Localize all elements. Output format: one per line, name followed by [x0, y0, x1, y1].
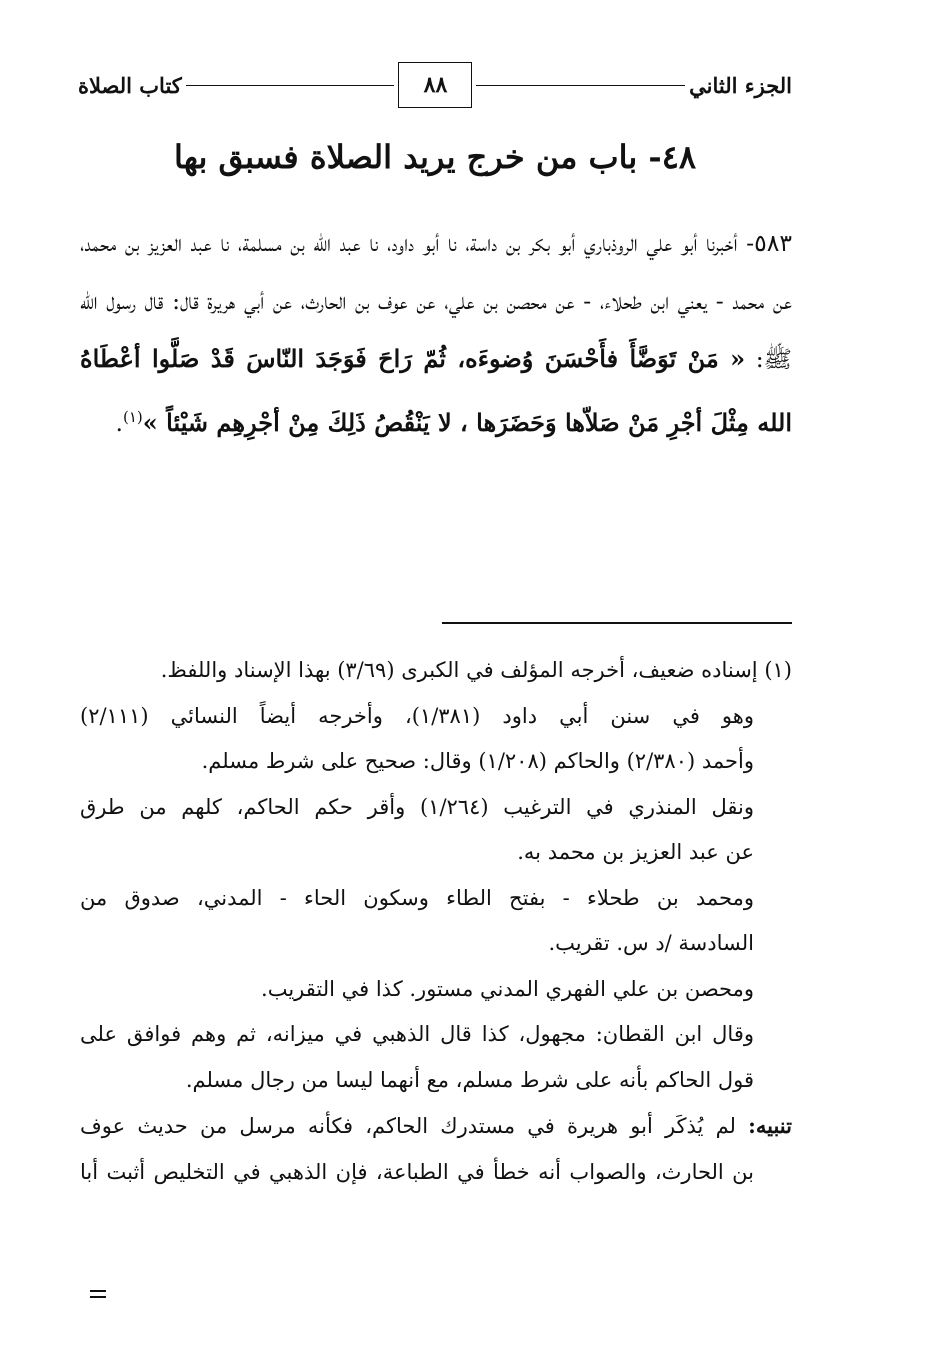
continuation-mark: [90, 1290, 106, 1302]
footnote-line: (١) إسناده ضعيف، أخرجه المؤلف في الكبرى (٣/٦٩) بهذا الإسناد واللفظ.: [160, 658, 792, 682]
hadith-paragraph: [80, 214, 792, 452]
running-header: [78, 60, 792, 110]
footnote-ref: (١): [123, 408, 143, 426]
header-rule-right: [476, 85, 685, 86]
hadith-text: « مَنْ تَوَضَّأَ فأَحْسَنَ وُضوءَه، ثُمّ رَاحَ فَوَجَدَ النّاسَ قَدْ صَلَّوا أعْطَاهُ الله مِثْلَ أجْرِ مَنْ صَلاّها وَحَضَرَها ، لا يَنْقُصُ ذَلِكَ مِنْ أجْرِهِم شَيْئاً »: [80, 344, 792, 437]
chapter-title: ٤٨- باب من خرج يريد الصلاة فسبق بها: [173, 138, 697, 176]
book-title: كتاب الصلاة: [78, 72, 182, 98]
footnote-line: ومحصن بن علي الفهري المدني مستور. كذا في التقريب.: [261, 976, 754, 1001]
footnote-line: وقال ابن القطان: مجهول، كذا قال الذهبي في ميزانه، ثم وهم فوافق على: [80, 1022, 754, 1046]
footnote-line: السادسة /د س. تقريب.: [548, 931, 754, 955]
footnote-line: بن الحارث، والصواب أنه خطأ في الطباعة، فإن الذهبي في التخليص أثبت أبا: [80, 1159, 754, 1184]
footnote-line: ونقل المنذري في الترغيب (١/٢٦٤) وأقر حكم الحاكم، كلهم من طرق: [80, 794, 754, 819]
footnotes: [80, 648, 792, 1195]
footnote-line: وأحمد (٢/٣٨٠) والحاكم (١/٢٠٨) وقال: صحيح على شرط مسلم.: [201, 749, 754, 773]
footnote-line: قول الحاكم بأنه على شرط مسلم، مع أنهما ليسا من رجال مسلم.: [185, 1067, 754, 1092]
footnote-line: عن عبد العزيز بن محمد به.: [517, 840, 754, 864]
hadith-chain: ٥٨٣- أخبرنا أبو علي الروذباري أبو بكر بن داسة، نا أبو داود، نا عبد الله بن مسلمة، نا عبد العزيز بن محمد، عن محمد - يعني ابن طحلاء، - عن محصن بن علي، عن عوف بن الحارث، عن أبي هريرة قال: قال رسول الله ﷺ:: [80, 229, 792, 373]
volume-title: الجزء الثاني: [689, 72, 792, 98]
page-number: ٨٨: [398, 62, 472, 108]
footnote-line: وهو في سنن أبي داود (١/٣٨١)، وأخرجه أيضاً النسائي (٢/١١١): [80, 703, 754, 728]
footnote-line: ومحمد بن طحلاء - بفتح الطاء وسكون الحاء - المدني، صدوق من: [80, 885, 754, 910]
hadith-end: .: [115, 408, 123, 437]
footnote-divider: [442, 622, 792, 624]
note-label: تنبيه:: [748, 1113, 792, 1138]
footnote-line: تنبيه: لم يُذكَر أبو هريرة في مستدرك الحاكم، فكأنه مرسل من حديث عوف: [80, 1113, 792, 1138]
header-rule-left: [186, 85, 395, 86]
